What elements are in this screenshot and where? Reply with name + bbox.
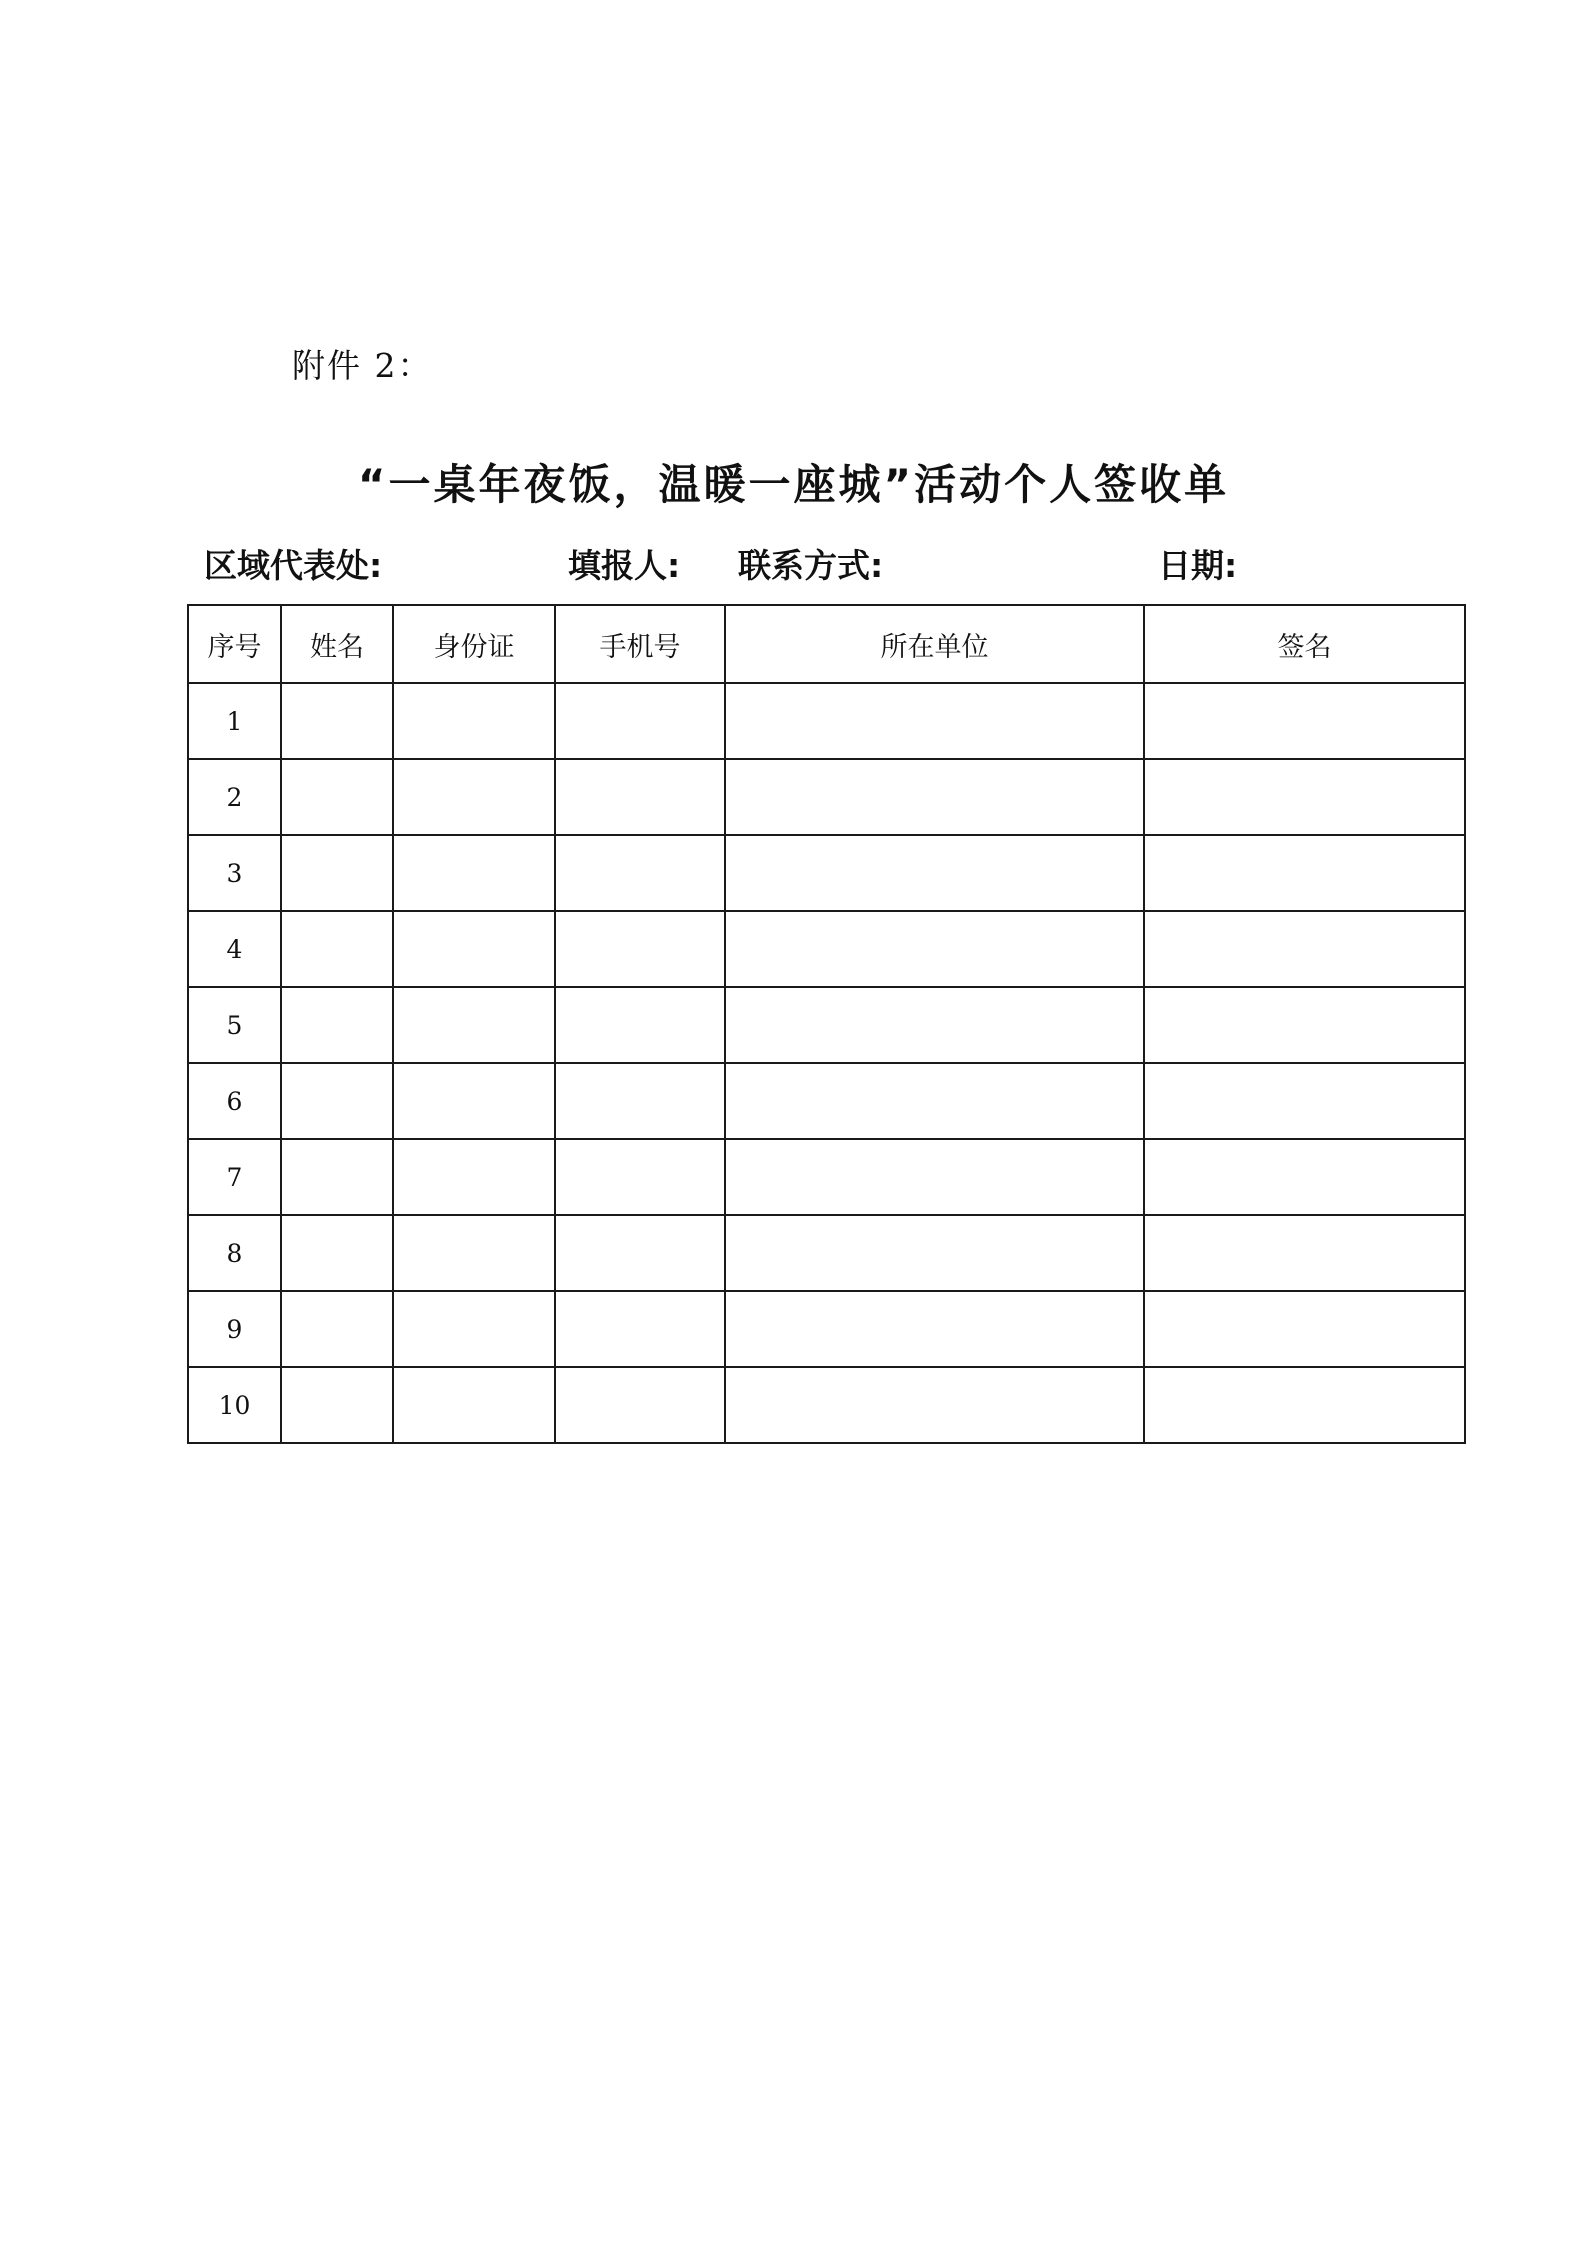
name-cell <box>281 911 393 987</box>
signature-cell <box>1144 1139 1465 1215</box>
row-number: 2 <box>188 759 281 835</box>
row-number: 10 <box>188 1367 281 1443</box>
organization-cell <box>725 1291 1144 1367</box>
row-number: 4 <box>188 911 281 987</box>
phone-cell <box>555 911 725 987</box>
header-id-card: 身份证 <box>393 605 555 683</box>
id-card-cell <box>393 1215 555 1291</box>
organization-cell <box>725 1215 1144 1291</box>
table-row <box>188 987 1465 1063</box>
table-row <box>188 1367 1465 1443</box>
id-card-cell <box>393 759 555 835</box>
phone-cell <box>555 1063 725 1139</box>
row-number: 3 <box>188 835 281 911</box>
row-number: 8 <box>188 1215 281 1291</box>
signature-cell <box>1144 1215 1465 1291</box>
phone-cell <box>555 759 725 835</box>
id-card-cell <box>393 1063 555 1139</box>
name-cell <box>281 1063 393 1139</box>
id-card-cell <box>393 911 555 987</box>
id-card-cell <box>393 1367 555 1443</box>
row-number: 9 <box>188 1291 281 1367</box>
date-label: 日期: <box>1158 546 1238 585</box>
phone-cell <box>555 1215 725 1291</box>
phone-cell <box>555 683 725 759</box>
header-phone: 手机号 <box>555 605 725 683</box>
row-number: 6 <box>188 1063 281 1139</box>
row-number: 1 <box>188 683 281 759</box>
name-cell <box>281 835 393 911</box>
reporter-label: 填报人: <box>568 546 681 585</box>
organization-cell <box>725 1139 1144 1215</box>
id-card-cell <box>393 987 555 1063</box>
phone-cell <box>555 1367 725 1443</box>
table-row <box>188 911 1465 987</box>
phone-cell <box>555 835 725 911</box>
id-card-cell <box>393 1139 555 1215</box>
id-card-cell <box>393 1291 555 1367</box>
phone-cell <box>555 1291 725 1367</box>
signature-cell <box>1144 987 1465 1063</box>
organization-cell <box>725 835 1144 911</box>
id-card-cell <box>393 835 555 911</box>
table-row <box>188 1215 1465 1291</box>
attachment-label: 附件 2： <box>292 346 433 385</box>
header-serial: 序号 <box>188 605 281 683</box>
name-cell <box>281 987 393 1063</box>
signature-cell <box>1144 759 1465 835</box>
name-cell <box>281 683 393 759</box>
signature-cell <box>1144 683 1465 759</box>
table-row <box>188 683 1465 759</box>
organization-cell <box>725 1063 1144 1139</box>
organization-cell <box>725 1367 1144 1443</box>
signature-cell <box>1144 1367 1465 1443</box>
signature-cell <box>1144 911 1465 987</box>
header-organization: 所在单位 <box>725 605 1144 683</box>
organization-cell <box>725 987 1144 1063</box>
signature-cell <box>1144 835 1465 911</box>
table-header-row <box>188 605 1465 683</box>
table-row <box>188 835 1465 911</box>
row-number: 7 <box>188 1139 281 1215</box>
name-cell <box>281 1139 393 1215</box>
header-signature: 签名 <box>1144 605 1465 683</box>
region-office-label: 区域代表处: <box>204 546 383 585</box>
header-name: 姓名 <box>281 605 393 683</box>
signature-cell <box>1144 1063 1465 1139</box>
info-row <box>0 540 1587 590</box>
name-cell <box>281 1291 393 1367</box>
name-cell <box>281 1367 393 1443</box>
organization-cell <box>725 683 1144 759</box>
name-cell <box>281 1215 393 1291</box>
phone-cell <box>555 1139 725 1215</box>
organization-cell <box>725 911 1144 987</box>
id-card-cell <box>393 683 555 759</box>
sign-sheet-table <box>187 604 1466 1444</box>
contact-label: 联系方式: <box>738 546 884 585</box>
table-row <box>188 1139 1465 1215</box>
document-title: “一桌年夜饭，温暖一座城”活动个人签收单 <box>357 460 1230 509</box>
organization-cell <box>725 759 1144 835</box>
signature-cell <box>1144 1291 1465 1367</box>
phone-cell <box>555 987 725 1063</box>
table-row <box>188 1063 1465 1139</box>
row-number: 5 <box>188 987 281 1063</box>
table-row <box>188 1291 1465 1367</box>
table-row <box>188 759 1465 835</box>
table-body <box>188 683 1465 1443</box>
name-cell <box>281 759 393 835</box>
